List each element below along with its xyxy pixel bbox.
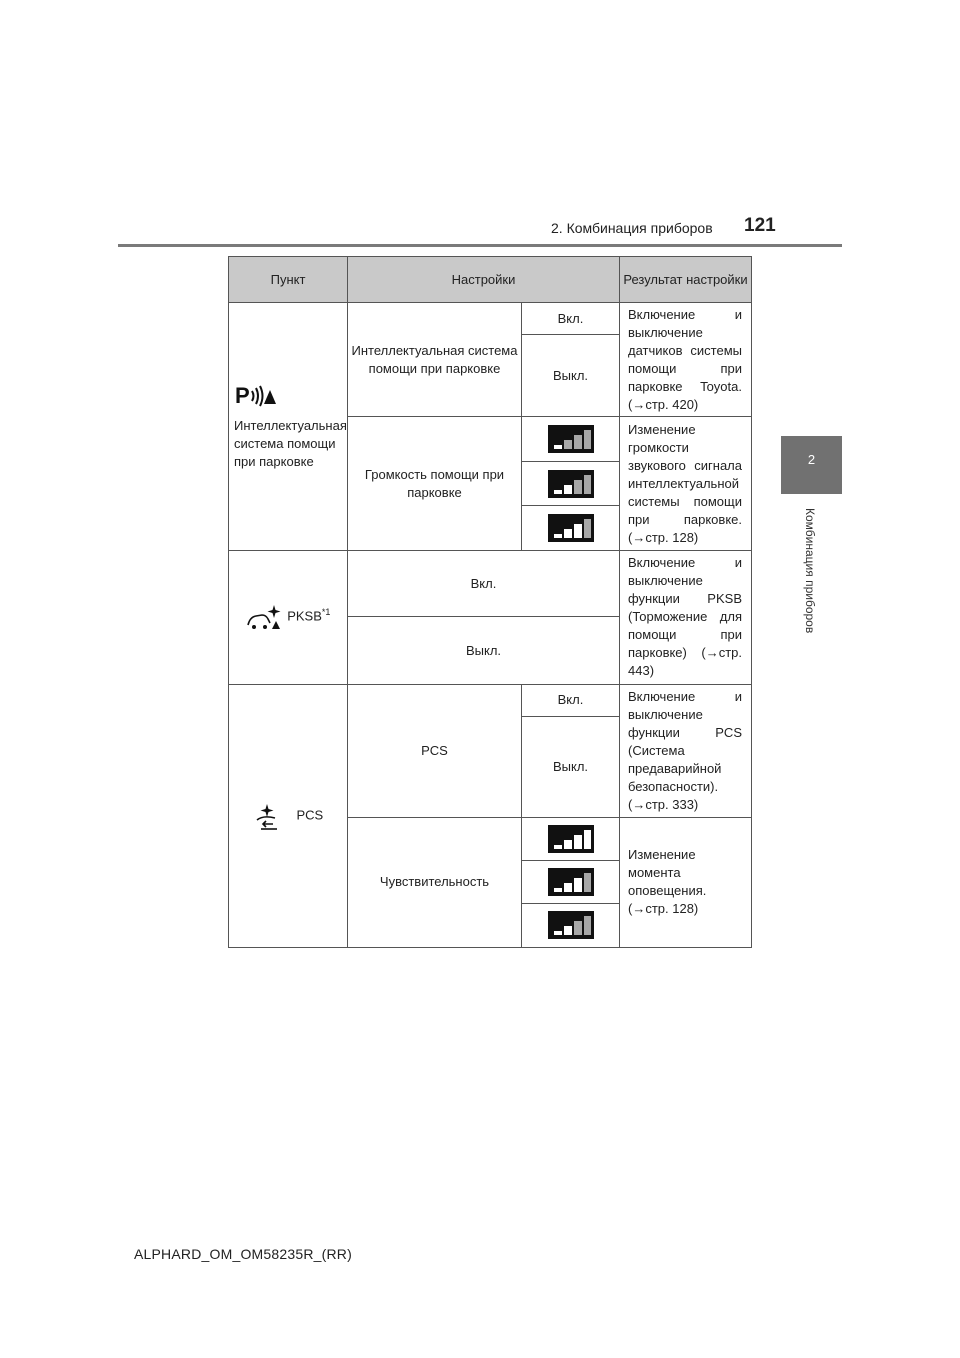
pcs-item-label: PCS <box>296 807 324 823</box>
table-row <box>229 684 752 716</box>
volume-level-2-icon <box>548 470 594 498</box>
sensitivity-level-1-cell <box>522 817 620 860</box>
chapter-tab-label: Комбинация приборов <box>803 508 817 634</box>
settings-table <box>228 256 752 948</box>
pksb-off-option: Выкл. <box>348 617 620 684</box>
sensitivity-level-3-cell <box>522 903 620 947</box>
pksb-on-option: Вкл. <box>348 551 620 617</box>
table-header-row <box>229 257 752 303</box>
page-number: 121 <box>744 215 776 236</box>
sensitivity-level-2-cell <box>522 860 620 903</box>
header-rule <box>118 244 842 247</box>
volume-level-3-icon <box>548 514 594 542</box>
parking-setting-cell: Интеллектуальная система помощи при парковке <box>348 303 522 417</box>
volume-level-2-cell <box>522 462 620 506</box>
sensitivity-level-1-icon <box>548 825 594 853</box>
parking-assist-icon <box>234 383 278 407</box>
parking-result-cell: Включение и выключение датчиков системы помощи при парковке Toyota. (→стр. 420) <box>620 303 752 417</box>
pcs-icon <box>253 802 293 830</box>
sensitivity-level-2-icon <box>548 868 594 896</box>
pksb-footnote: *1 <box>321 607 331 618</box>
parking-off-option: Выкл. <box>522 335 620 417</box>
chapter-tab-number: 2 <box>807 452 816 467</box>
svg-text:P: P <box>235 382 250 407</box>
header-item: Пункт <box>229 257 348 303</box>
table-row <box>229 303 752 335</box>
pcs-sensitivity-result-cell: Изменение момента оповещения. (→стр. 128) <box>620 817 752 947</box>
volume-level-1-cell <box>522 417 620 462</box>
sensitivity-level-3-icon <box>548 911 594 939</box>
pksb-item-cell <box>229 551 348 684</box>
document-code: ALPHARD_OM_OM58235R_(RR) <box>134 1246 352 1262</box>
volume-level-3-cell <box>522 506 620 551</box>
chapter-tab <box>781 436 842 494</box>
pcs-sensitivity-setting-cell: Чувствительность <box>348 817 522 947</box>
parking-item-label: Интеллектуальная система помощи при парковке <box>234 417 347 469</box>
parking-volume-result-cell: Изменение громкости звукового сигнала интеллектуальной системы помощи при парковке. (→стр. 128) <box>620 417 752 551</box>
chapter-title: 2. Комбинация приборов <box>551 220 713 236</box>
pcs-setting-cell: PCS <box>348 684 522 817</box>
pcs-on-option: Вкл. <box>522 684 620 716</box>
header-result: Результат настройки <box>620 257 752 303</box>
volume-level-1-icon <box>548 425 594 453</box>
parking-item-cell <box>229 303 348 551</box>
pksb-icon <box>246 603 284 631</box>
pksb-item-label: PKSB <box>287 608 322 624</box>
pcs-off-option: Выкл. <box>522 716 620 817</box>
pcs-item-cell <box>229 684 348 947</box>
pcs-result-cell: Включение и выключение функции PCS (Система предаварийной безопасности). (→стр. 333) <box>620 684 752 817</box>
table-row <box>229 551 752 617</box>
header-settings: Настройки <box>348 257 620 303</box>
parking-volume-setting-cell: Громкость помощи при парковке <box>348 417 522 551</box>
parking-on-option: Вкл. <box>522 303 620 335</box>
pksb-result-cell: Включение и выключение функции PKSB (Торможение для помощи при парковке) (→стр. 443) <box>620 551 752 684</box>
